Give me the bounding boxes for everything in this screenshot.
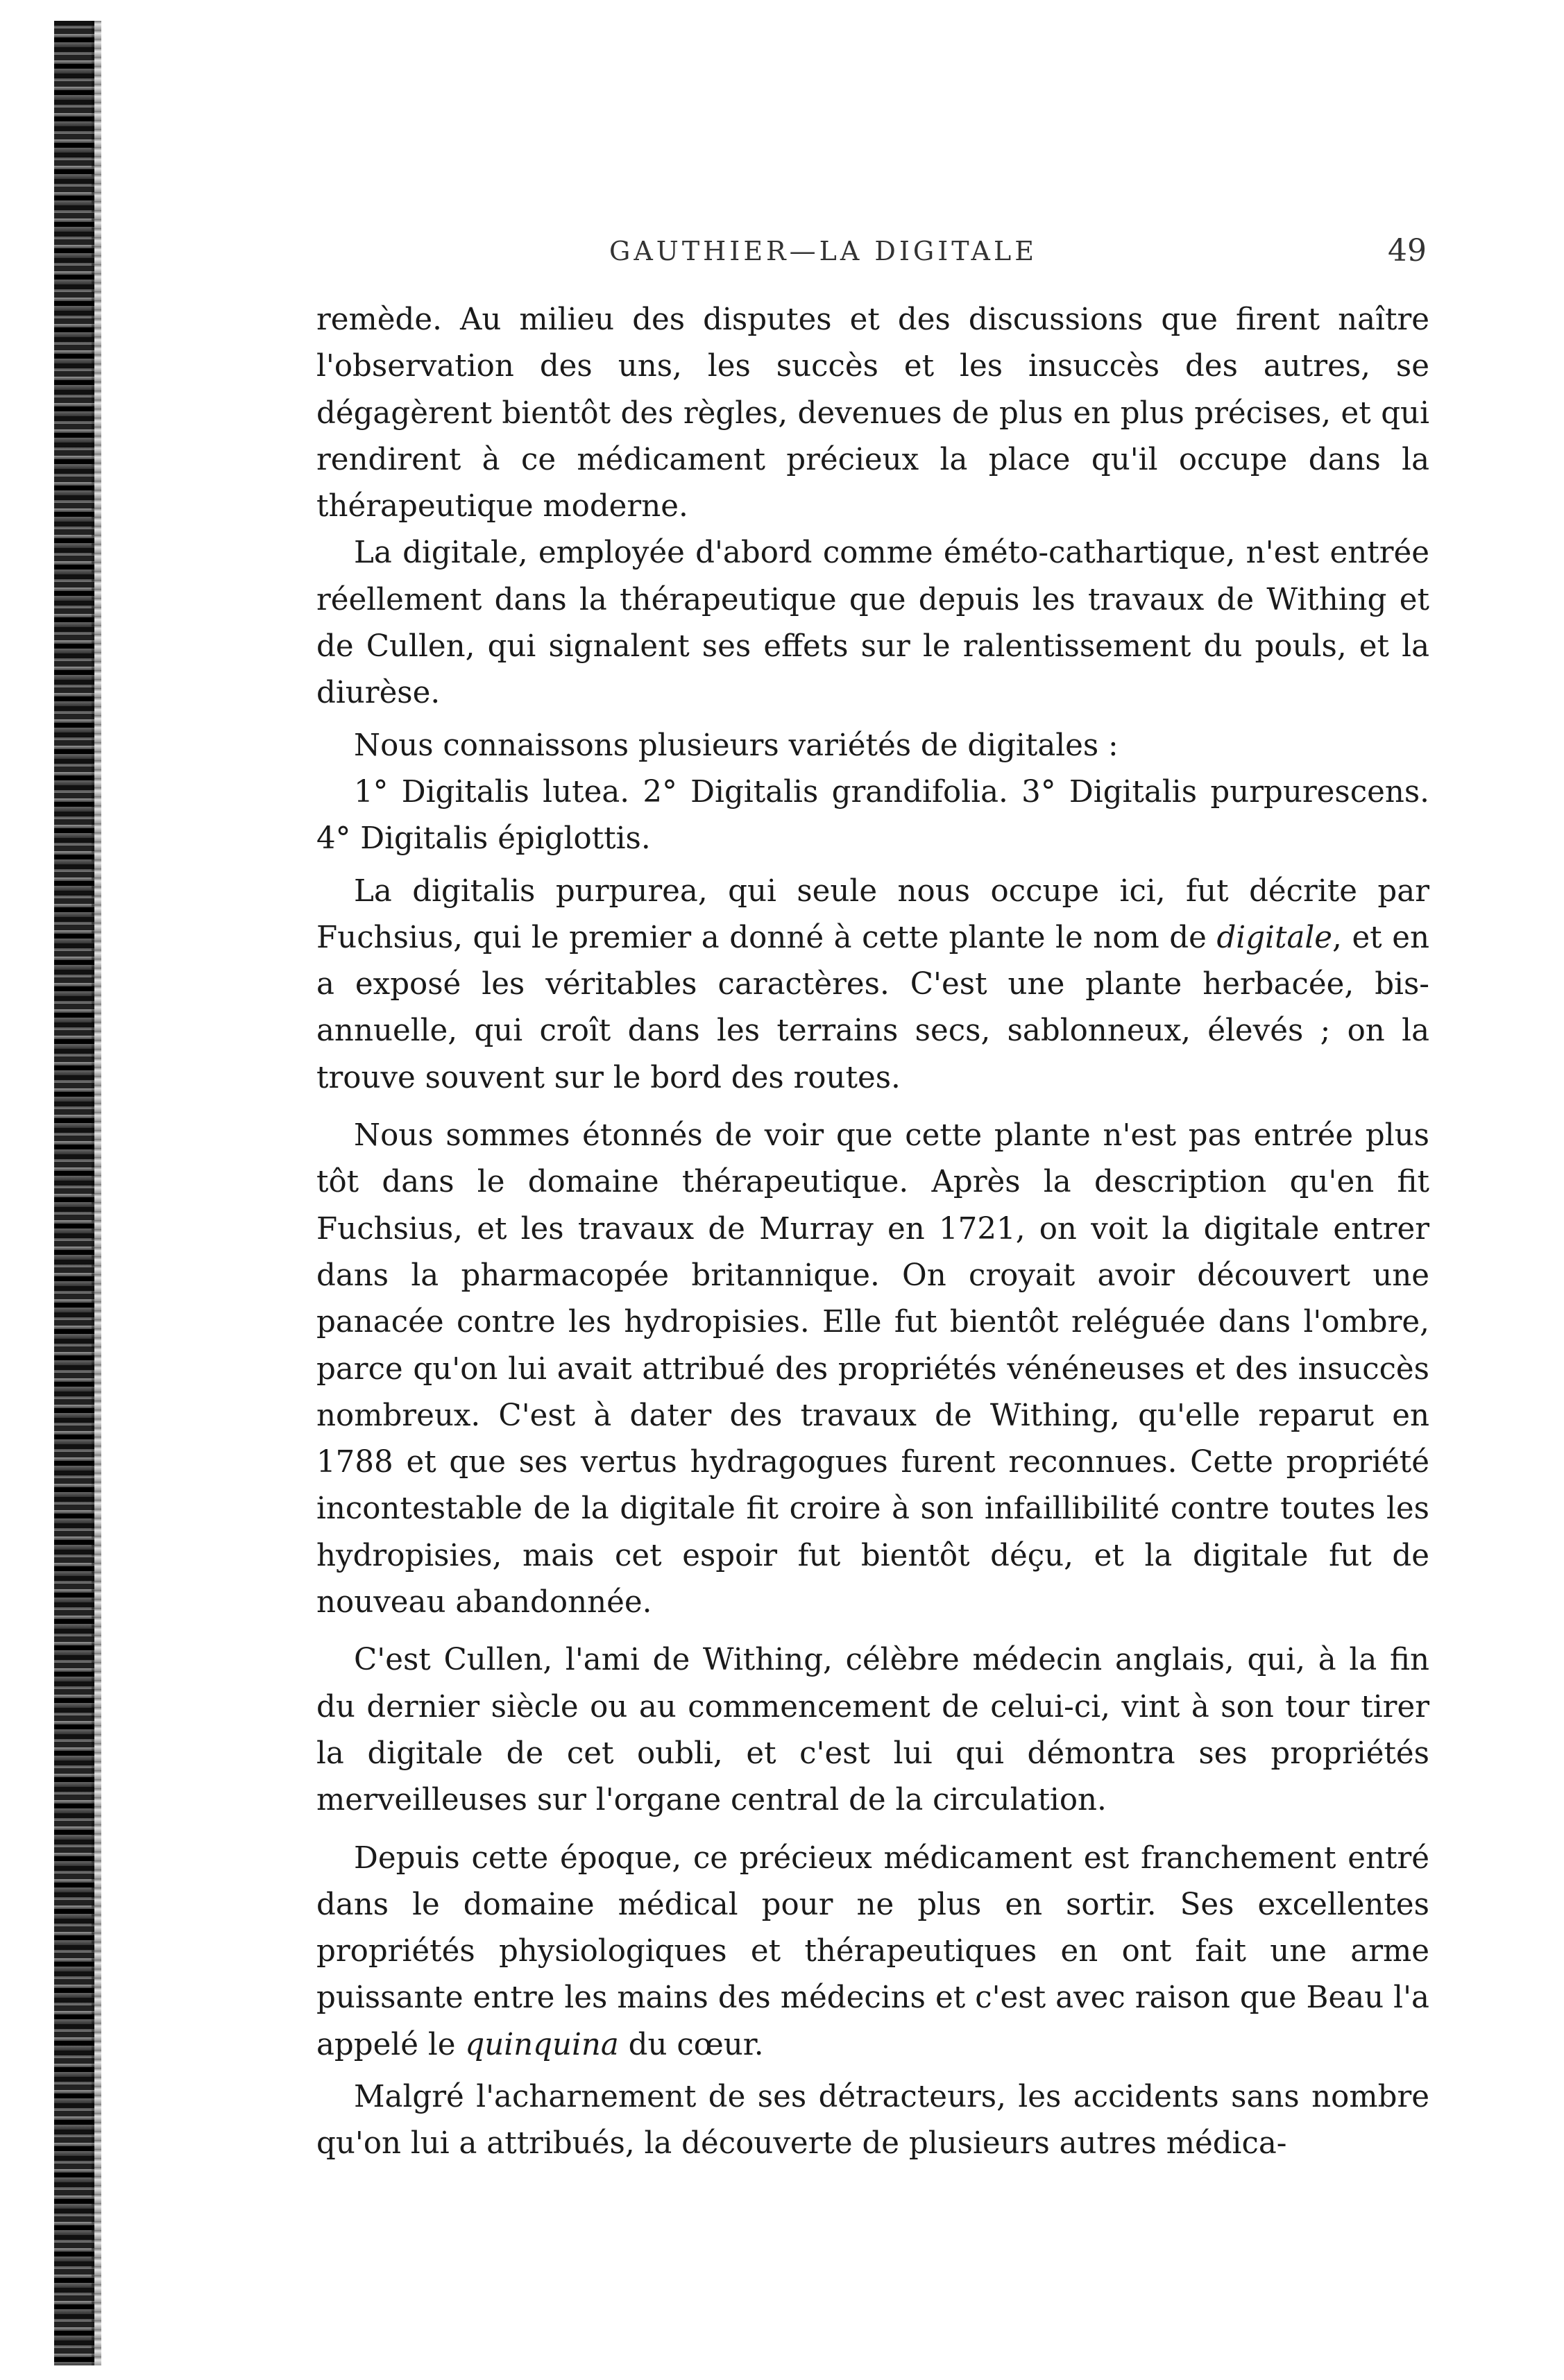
paragraph-5-text-b: , et en a exposé les véritables caractères. C'est une plante herbacée, bis-annuelle, qui croît dans les terrains secs, sablonneux, élevés ; on la trouve souvent sur le bord des routes. <box>316 920 1429 1095</box>
paragraph-6: Nous sommes étonnés de voir que cette plante n'est pas entrée plus tôt dans le domaine thérapeutique. Après la description qu'en fit Fuchsius, et les travaux de Murray en 1721, on voit la digitale entrer dans la pharmacopée britannique. On croyait avoir découvert une panacée contre les hydropisies. Elle fut bientôt reléguée dans l'ombre, parce qu'on lui avait attribué des propriétés vénéneuses et des insuccès nombreux. C'est à dater des travaux de Withing, qu'elle reparut en 1788 et que ses vertus hydragogues furent reconnues. Cette propriété incontestable de la digitale fit croire à son infaillibilité contre toutes les hydropisies, mais cet espoir fut bientôt déçu, et la digitale fut de nouveau abandonnée. <box>316 1118 1429 1620</box>
paragraph-8 <box>316 1835 1429 2069</box>
paragraph-8-text-a: Depuis cette époque, ce précieux médicament est franchement entré dans le domaine médical pour ne plus en sortir. Ses excellentes propriétés physiologiques et thérapeutiques en ont fait une arme puissante entre les mains des médecins et c'est avec raison que Beau l'a appelé le <box>316 1840 1429 2062</box>
paragraph-5-text-a: La digitalis purpurea, qui seule nous occupe ici, fut décrite par Fuchsius, qui le premier a donné à cette plante le nom de <box>316 873 1429 955</box>
paragraph-9: Malgré l'acharnement de ses détracteurs, les accidents sans nombre qu'on lui a attribués, la découverte de plusieurs autres médica- <box>316 2079 1429 2161</box>
running-head: GAUTHIER—LA DIGITALE <box>609 236 1037 266</box>
paragraph-8-italic: quinquina <box>465 2027 619 2062</box>
paragraph-2: La digitale, employée d'abord comme éméto-cathartique, n'est entrée réellement dans la thérapeutique que depuis les travaux de Withing et de Cullen, qui signalent ses effets sur le ralentissement du pouls, et la diurèse. <box>316 536 1429 711</box>
paragraph-4-varieties: 1° Digitalis lutea. 2° Digitalis grandifolia. 3° Digitalis purpurescens. 4° Digitalis épiglottis. <box>316 774 1429 857</box>
body-text <box>316 297 1429 2168</box>
scanned-binding-edge <box>54 21 94 2365</box>
page-header <box>316 233 1427 286</box>
paragraph-3: Nous connaissons plusieurs variétés de digitales : <box>354 728 1119 763</box>
paragraph-5 <box>316 868 1429 1102</box>
paragraph-8-text-b: du cœur. <box>618 2027 764 2062</box>
page-number: 49 <box>1388 233 1427 268</box>
paragraph-7: C'est Cullen, l'ami de Withing, célèbre médecin anglais, qui, à la fin du dernier siècle ou au commencement de celui-ci, vint à son tour tirer la digitale de cet oubli, et c'est lui qui démontra ses propriétés merveilleuses sur l'organe central de la circulation. <box>316 1643 1429 1818</box>
paragraph-5-italic: digitale <box>1216 920 1333 955</box>
paragraph-1: remède. Au milieu des disputes et des discussions que firent naître l'observation des uns, les succès et les insuccès des autres, se dégagèrent bientôt des règles, devenues de plus en plus précises, et qui rendirent à ce médicament précieux la place qu'il occupe dans la thérapeutique moderne. <box>316 302 1429 524</box>
